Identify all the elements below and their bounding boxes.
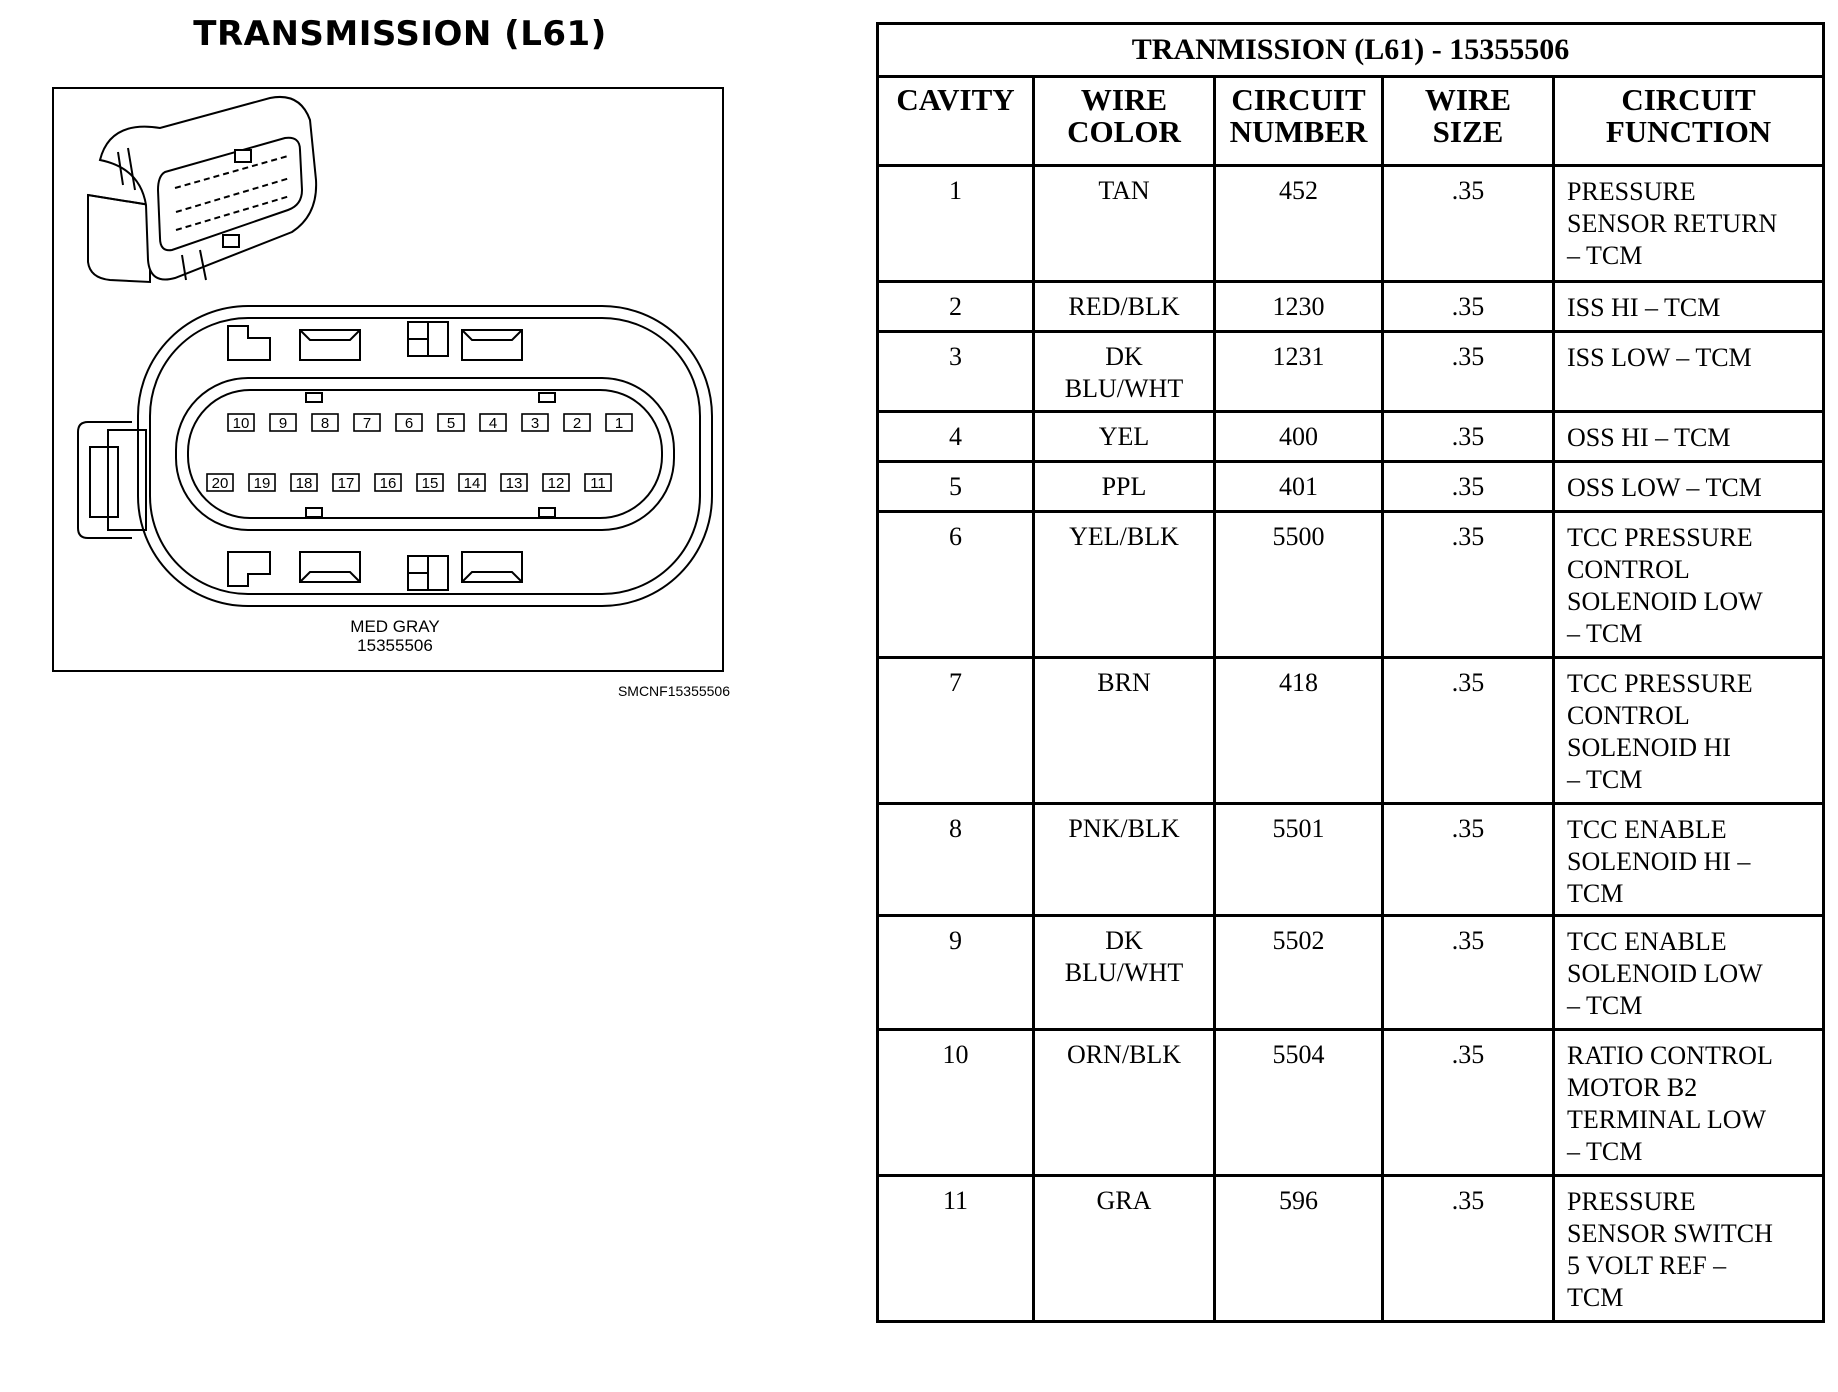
circuit-table bbox=[876, 22, 1825, 1323]
connector-color-caption: MED GRAY bbox=[350, 617, 440, 636]
wire-size-cell: .35 bbox=[1383, 282, 1554, 332]
wire-color-cell-line: BRN bbox=[1097, 668, 1151, 697]
column-header-wire-size bbox=[1383, 77, 1554, 166]
circuit-function-cell-line: TCC ENABLE bbox=[1567, 927, 1727, 956]
wire-size-cell: .35 bbox=[1383, 804, 1554, 916]
pin-row-bottom bbox=[207, 474, 611, 492]
pin-cavity-9 bbox=[270, 414, 296, 432]
wire-color-cell-line: PPL bbox=[1101, 472, 1147, 501]
circuit-function-cell-line: CONTROL bbox=[1567, 701, 1690, 730]
pin-cavity-7 bbox=[354, 414, 380, 432]
column-header-line: WIRE bbox=[1080, 82, 1168, 117]
table-title: TRANMISSION (L61) - 15355506 bbox=[878, 24, 1824, 77]
wire-color-cell-line: BLU/WHT bbox=[1064, 958, 1184, 987]
table-row bbox=[878, 282, 1824, 332]
wire-color-cell bbox=[1034, 658, 1215, 804]
circuit-function-cell-line: TCM bbox=[1567, 1283, 1624, 1312]
pin-cavity-14 bbox=[459, 474, 485, 492]
pin-number-label: 11 bbox=[590, 475, 606, 492]
column-header-line: CIRCUIT bbox=[1621, 82, 1756, 117]
column-header-line: CAVITY bbox=[896, 82, 1015, 117]
wire-size-cell: .35 bbox=[1383, 512, 1554, 658]
pin-number-label: 18 bbox=[295, 475, 313, 492]
table-row bbox=[878, 804, 1824, 916]
circuit-function-cell bbox=[1554, 804, 1824, 916]
wire-color-cell-line: DK bbox=[1105, 342, 1143, 371]
circuit-function-cell bbox=[1554, 1030, 1824, 1176]
pin-cavity-8 bbox=[312, 414, 338, 432]
pin-cavity-6 bbox=[396, 414, 422, 432]
circuit-function-cell-line: TCC ENABLE bbox=[1567, 815, 1727, 844]
circuit-number-cell: 596 bbox=[1215, 1176, 1383, 1322]
wire-color-cell-line: RED/BLK bbox=[1068, 292, 1180, 321]
pin-number-label: 1 bbox=[614, 415, 624, 432]
pin-number-label: 7 bbox=[362, 415, 372, 432]
table-row bbox=[878, 166, 1824, 282]
cavity-cell: 1 bbox=[878, 166, 1034, 282]
wire-color-cell-line: GRA bbox=[1096, 1186, 1152, 1215]
wire-color-cell bbox=[1034, 512, 1215, 658]
pin-cavity-13 bbox=[501, 474, 527, 492]
column-header-line: CIRCUIT bbox=[1231, 82, 1366, 117]
circuit-function-cell-line: SOLENOID HI bbox=[1567, 733, 1731, 762]
pin-number-label: 20 bbox=[211, 475, 229, 492]
pin-cavity-4 bbox=[480, 414, 506, 432]
table-row bbox=[878, 1030, 1824, 1176]
wire-color-cell bbox=[1034, 804, 1215, 916]
circuit-function-cell-line: SOLENOID HI – bbox=[1567, 847, 1751, 876]
column-header-circuit-function bbox=[1554, 77, 1824, 166]
wire-color-cell-line: BLU/WHT bbox=[1064, 374, 1184, 403]
cavity-cell: 4 bbox=[878, 412, 1034, 462]
wire-color-cell bbox=[1034, 1030, 1215, 1176]
circuit-function-cell bbox=[1554, 916, 1824, 1030]
connector-face bbox=[78, 306, 712, 606]
circuit-number-cell: 1230 bbox=[1215, 282, 1383, 332]
circuit-function-cell-line: SOLENOID LOW bbox=[1567, 587, 1763, 616]
pin-cavity-15 bbox=[417, 474, 443, 492]
pin-cavity-17 bbox=[333, 474, 359, 492]
cavity-cell: 10 bbox=[878, 1030, 1034, 1176]
pin-number-label: 2 bbox=[572, 415, 582, 432]
circuit-function-cell-line: OSS HI – TCM bbox=[1567, 423, 1731, 452]
pin-number-label: 12 bbox=[547, 475, 565, 492]
pin-number-label: 9 bbox=[278, 415, 288, 432]
circuit-number-cell: 401 bbox=[1215, 462, 1383, 512]
connector-diagram bbox=[0, 0, 740, 720]
table-row bbox=[878, 462, 1824, 512]
circuit-function-cell bbox=[1554, 332, 1824, 412]
circuit-function-cell bbox=[1554, 512, 1824, 658]
pin-cavity-12 bbox=[543, 474, 569, 492]
table-title-row bbox=[878, 24, 1824, 77]
pin-cavity-20 bbox=[207, 474, 233, 492]
pin-cavity-19 bbox=[249, 474, 275, 492]
column-header-cavity bbox=[878, 77, 1034, 166]
circuit-function-cell-line: – TCM bbox=[1567, 991, 1643, 1020]
pin-number-label: 14 bbox=[463, 475, 481, 492]
table-row bbox=[878, 512, 1824, 658]
pin-number-label: 8 bbox=[320, 415, 330, 432]
connector-part-number-caption: 15355506 bbox=[357, 636, 433, 655]
circuit-number-cell: 1231 bbox=[1215, 332, 1383, 412]
wire-size-cell: .35 bbox=[1383, 332, 1554, 412]
table-row bbox=[878, 332, 1824, 412]
pin-cavity-18 bbox=[291, 474, 317, 492]
wire-color-cell bbox=[1034, 412, 1215, 462]
pin-number-label: 13 bbox=[505, 475, 523, 492]
pin-cavity-16 bbox=[375, 474, 401, 492]
circuit-function-cell-line: ISS LOW – TCM bbox=[1567, 343, 1752, 372]
circuit-function-cell-line: OSS LOW – TCM bbox=[1567, 473, 1762, 502]
column-header-line: COLOR bbox=[1067, 114, 1181, 149]
pin-cavity-5 bbox=[438, 414, 464, 432]
wire-color-cell-line: DK bbox=[1105, 926, 1143, 955]
pin-cavity-2 bbox=[564, 414, 590, 432]
pin-number-label: 6 bbox=[404, 415, 414, 432]
wire-color-cell bbox=[1034, 282, 1215, 332]
pin-cavity-11 bbox=[585, 474, 611, 492]
wire-size-cell: .35 bbox=[1383, 166, 1554, 282]
wire-size-cell: .35 bbox=[1383, 658, 1554, 804]
cavity-cell: 5 bbox=[878, 462, 1034, 512]
pin-cavity-10 bbox=[228, 414, 254, 432]
pin-number-label: 15 bbox=[421, 475, 439, 492]
wire-color-cell-line: TAN bbox=[1098, 176, 1150, 205]
wire-size-cell: .35 bbox=[1383, 462, 1554, 512]
wire-color-cell-line: ORN/BLK bbox=[1066, 1040, 1182, 1069]
table-row bbox=[878, 658, 1824, 804]
circuit-function-cell-line: SOLENOID LOW bbox=[1567, 959, 1763, 988]
circuit-function-cell-line: RATIO CONTROL bbox=[1567, 1041, 1773, 1070]
circuit-function-cell-line: CONTROL bbox=[1567, 555, 1690, 584]
pin-cavity-3 bbox=[522, 414, 548, 432]
wire-size-cell: .35 bbox=[1383, 412, 1554, 462]
figure-code: SMCNF15355506 bbox=[617, 683, 730, 699]
circuit-function-cell-line: – TCM bbox=[1567, 765, 1643, 794]
cavity-cell: 2 bbox=[878, 282, 1034, 332]
pin-number-label: 3 bbox=[530, 415, 540, 432]
circuit-number-cell: 5500 bbox=[1215, 512, 1383, 658]
circuit-function-cell-line: 5 VOLT REF – bbox=[1567, 1251, 1727, 1280]
circuit-function-cell bbox=[1554, 658, 1824, 804]
cavity-cell: 7 bbox=[878, 658, 1034, 804]
wire-color-cell-line: YEL/BLK bbox=[1069, 522, 1179, 551]
circuit-number-cell: 5502 bbox=[1215, 916, 1383, 1030]
pin-number-label: 16 bbox=[379, 475, 397, 492]
circuit-function-cell-line: MOTOR B2 bbox=[1567, 1073, 1698, 1102]
circuit-number-cell: 5501 bbox=[1215, 804, 1383, 916]
wire-size-cell: .35 bbox=[1383, 916, 1554, 1030]
column-header-line: SIZE bbox=[1432, 114, 1504, 149]
column-header-wire-color bbox=[1034, 77, 1215, 166]
wire-size-cell: .35 bbox=[1383, 1176, 1554, 1322]
cavity-cell: 8 bbox=[878, 804, 1034, 916]
circuit-function-cell-line: PRESSURE bbox=[1567, 177, 1696, 206]
circuit-number-cell: 418 bbox=[1215, 658, 1383, 804]
column-header-line: NUMBER bbox=[1229, 114, 1368, 149]
connector-isometric-illustration bbox=[88, 97, 316, 282]
circuit-function-cell-line: – TCM bbox=[1567, 241, 1643, 270]
circuit-function-cell-line: PRESSURE bbox=[1567, 1187, 1696, 1216]
pin-row-top bbox=[228, 414, 632, 432]
cavity-cell: 3 bbox=[878, 332, 1034, 412]
table-row bbox=[878, 412, 1824, 462]
pin-number-label: 5 bbox=[446, 415, 456, 432]
wire-color-cell bbox=[1034, 916, 1215, 1030]
circuit-function-cell bbox=[1554, 166, 1824, 282]
cavity-cell: 11 bbox=[878, 1176, 1034, 1322]
pin-number-label: 17 bbox=[337, 475, 355, 492]
circuit-number-cell: 400 bbox=[1215, 412, 1383, 462]
circuit-function-cell-line: TCM bbox=[1567, 879, 1624, 908]
circuit-function-cell bbox=[1554, 282, 1824, 332]
circuit-function-cell-line: – TCM bbox=[1567, 1137, 1643, 1166]
pin-cavity-1 bbox=[606, 414, 632, 432]
wire-color-cell bbox=[1034, 1176, 1215, 1322]
pin-number-label: 10 bbox=[232, 415, 250, 432]
cavity-cell: 6 bbox=[878, 512, 1034, 658]
circuit-function-cell bbox=[1554, 1176, 1824, 1322]
table-header-row bbox=[878, 77, 1824, 166]
table-row bbox=[878, 916, 1824, 1030]
circuit-function-cell-line: SENSOR RETURN bbox=[1567, 209, 1778, 238]
pin-number-label: 19 bbox=[253, 475, 271, 492]
wire-color-cell-line: PNK/BLK bbox=[1068, 814, 1180, 843]
wire-color-cell-line: YEL bbox=[1098, 422, 1150, 451]
table-body bbox=[878, 166, 1824, 1322]
circuit-function-cell bbox=[1554, 462, 1824, 512]
circuit-number-cell: 5504 bbox=[1215, 1030, 1383, 1176]
circuit-function-cell-line: TERMINAL LOW bbox=[1567, 1105, 1767, 1134]
circuit-function-cell-line: TCC PRESSURE bbox=[1567, 523, 1753, 552]
wire-color-cell bbox=[1034, 332, 1215, 412]
column-header-circuit-number bbox=[1215, 77, 1383, 166]
wire-color-cell bbox=[1034, 462, 1215, 512]
circuit-function-cell bbox=[1554, 412, 1824, 462]
circuit-function-cell-line: TCC PRESSURE bbox=[1567, 669, 1753, 698]
circuit-function-cell-line: ISS HI – TCM bbox=[1567, 293, 1721, 322]
cavity-cell: 9 bbox=[878, 916, 1034, 1030]
circuit-number-cell: 452 bbox=[1215, 166, 1383, 282]
pin-number-label: 4 bbox=[488, 415, 498, 432]
column-header-line: FUNCTION bbox=[1605, 114, 1772, 149]
circuit-function-cell-line: SENSOR SWITCH bbox=[1567, 1219, 1773, 1248]
diagram-title: TRANSMISSION (L61) bbox=[193, 14, 607, 54]
wire-size-cell: .35 bbox=[1383, 1030, 1554, 1176]
table-row bbox=[878, 1176, 1824, 1322]
column-header-line: WIRE bbox=[1424, 82, 1512, 117]
circuit-function-cell-line: – TCM bbox=[1567, 619, 1643, 648]
wire-color-cell bbox=[1034, 166, 1215, 282]
